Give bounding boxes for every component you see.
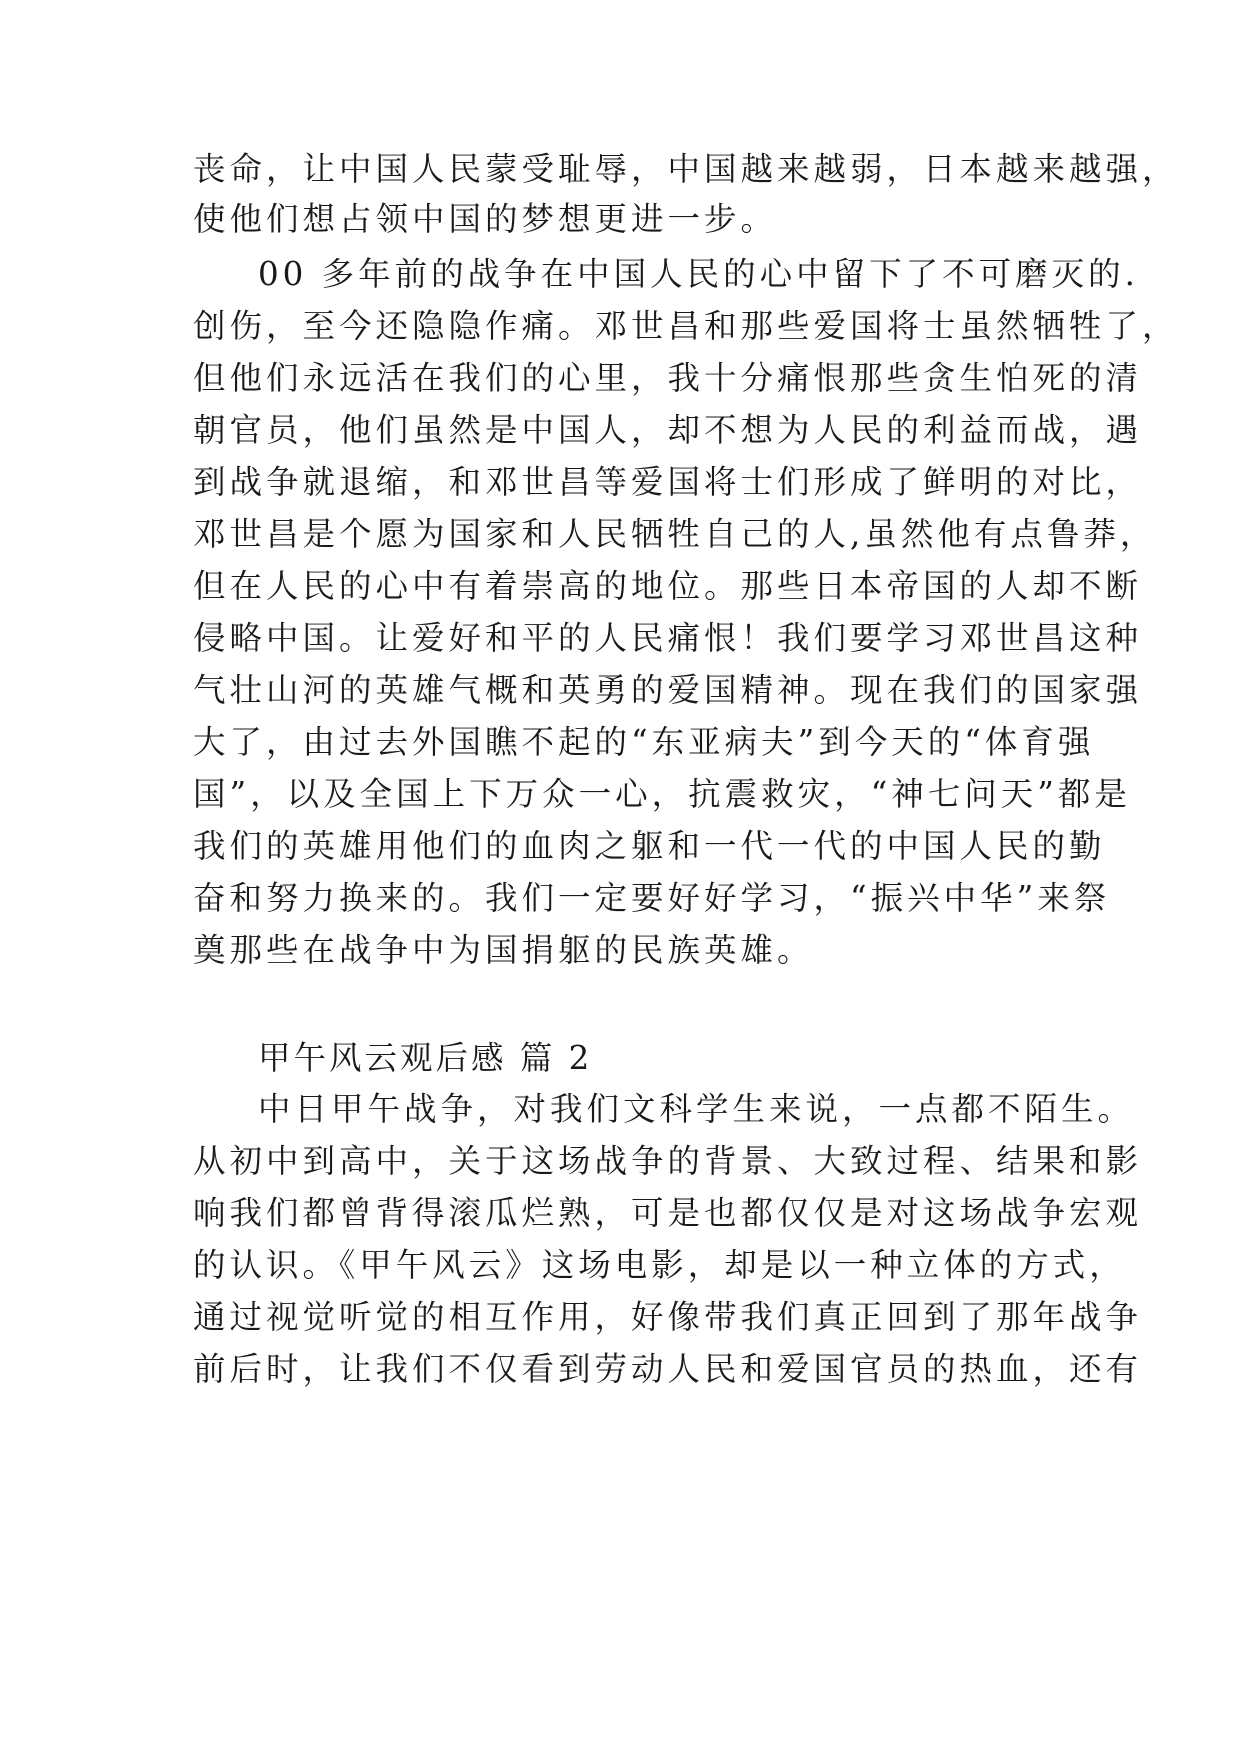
text-line: 邓世昌是个愿为国家和人民牺牲自己的人,虽然他有点鲁莽， (193, 515, 1157, 553)
text-line: 响我们都曾背得滚瓜烂熟，可是也都仅仅是对这场战争宏观 (193, 1194, 1143, 1232)
text-line: 00 多年前的战争在中国人民的心中留下了不可磨灭的. (258, 255, 1140, 293)
text-line: 前后时，让我们不仅看到劳动人民和爱国官员的热血，还有 (193, 1350, 1143, 1388)
section-heading: 甲午风云观后感 篇 2 (258, 1039, 593, 1077)
text-line: 大了，由过去外国瞧不起的“东亚病夫”到今天的“体育强 (193, 723, 1095, 761)
text-line: 的认识。《甲午风云》这场电影，却是以一种立体的方式， (193, 1246, 1126, 1284)
text-line: 但在人民的心中有着崇高的地位。那些日本帝国的人却不断 (193, 567, 1143, 605)
text-line: 气壮山河的英雄气概和英勇的爱国精神。现在我们的国家强 (193, 671, 1143, 709)
text-line: 使他们想占领中国的梦想更进一步。 (193, 200, 778, 238)
text-line: 国”，以及全国上下万众一心，抗震救灾，“神七问天”都是 (193, 775, 1131, 813)
text-line: 创伤，至今还隐隐作痛。邓世昌和那些爱国将士虽然牺牲了， (193, 307, 1179, 345)
text-line: 我们的英雄用他们的血肉之躯和一代一代的中国人民的勤 (193, 827, 1106, 865)
text-line: 侵略中国。让爱好和平的人民痛恨！我们要学习邓世昌这种 (193, 619, 1143, 657)
text-line: 奋和努力换来的。我们一定要好好学习，“振兴中华”来祭 (193, 879, 1111, 917)
text-line: 朝官员，他们虽然是中国人，却不想为人民的利益而战，遇 (193, 411, 1143, 449)
text-line: 但他们永远活在我们的心里，我十分痛恨那些贪生怕死的清 (193, 359, 1143, 397)
text-line: 通过视觉听觉的相互作用，好像带我们真正回到了那年战争 (193, 1298, 1143, 1336)
text-line: 到战争就退缩，和邓世昌等爱国将士们形成了鲜明的对比， (193, 463, 1143, 501)
text-line: 奠那些在战争中为国捐躯的民族英雄。 (193, 931, 814, 969)
text-line: 丧命，让中国人民蒙受耻辱，中国越来越弱，日本越来越强， (193, 150, 1179, 188)
text-line: 中日甲午战争，对我们文科学生来说，一点都不陌生。 (258, 1090, 1135, 1128)
text-line: 从初中到高中，关于这场战争的背景、大致过程、结果和影 (193, 1142, 1143, 1180)
